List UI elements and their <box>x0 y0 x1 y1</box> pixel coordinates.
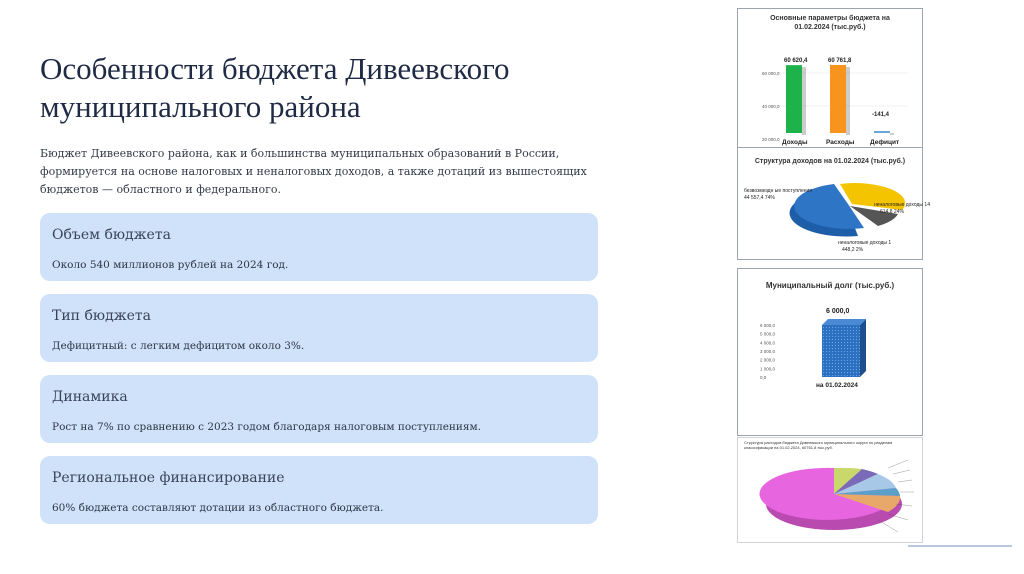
card-heading: Динамика <box>52 389 128 405</box>
category-label: Расходы <box>826 139 855 146</box>
category-label: Доходы <box>782 139 808 146</box>
debt-bar-top <box>822 319 866 325</box>
data-label: 60 761,8 <box>828 58 852 64</box>
card-heading: Объем бюджета <box>52 227 171 243</box>
card-text: 60% бюджета составляют дотации из областного бюджета. <box>52 502 384 514</box>
tick-label: 20 000,0 <box>762 137 780 142</box>
divider-line <box>908 545 1012 547</box>
chart-expenditure-structure <box>737 437 923 543</box>
slice-label: безвозмездн ые поступления <box>744 188 813 194</box>
tick-label: 6 000,0 <box>760 323 776 328</box>
page-title: Особенности бюджета Дивеевского муниципального района <box>40 51 510 124</box>
bar-side-2 <box>890 133 894 135</box>
card-heading: Тип бюджета <box>52 308 151 324</box>
debt-bar-side <box>860 319 866 377</box>
tick-label: 3 000,0 <box>760 349 776 354</box>
category-label: на 01.02.2024 <box>816 382 858 389</box>
tick-label: 4 000,0 <box>760 340 776 346</box>
tick-label: 5 000,0 <box>760 331 776 337</box>
chart-budget-parameters <box>737 8 923 148</box>
card-dynamics <box>40 375 598 443</box>
category-label: Дефицит <box>870 139 900 146</box>
tick-label: 1 000,0 <box>760 366 776 372</box>
chart-title: Структура расходов бюджета Дивеевского муниципального округа по разделам классификации на 01.02.2024, 60761,8 тыс.руб. <box>744 440 893 450</box>
card-budget-type <box>40 294 598 362</box>
tick-label: 0,0 <box>760 375 767 380</box>
data-label: 60 620,4 <box>784 58 808 65</box>
debt-bar <box>822 325 860 377</box>
bar-side-1 <box>846 67 850 135</box>
data-label: -141,4 <box>872 112 890 118</box>
card-regional-financing <box>40 456 598 524</box>
slice-label: 448,2 2% <box>842 247 864 253</box>
chart-municipal-debt <box>737 268 923 436</box>
slice-label: 614,8 24% <box>880 209 904 215</box>
slice-label: неналоговые доходы 1 <box>838 240 892 246</box>
card-text: Рост на 7% по сравнению с 2023 годом благодаря налоговым поступлениям. <box>52 421 482 433</box>
bar-0 <box>786 65 802 133</box>
tick-label: 2 000,0 <box>760 357 776 363</box>
intro-text: Бюджет Дивеевского района, как и большинства муниципальных образований в России, формируется на основе налоговых и неналоговых доходов, а также дотаций из вышестоящих бюджетов — областного и федерального. <box>40 147 587 196</box>
card-text: Около 540 миллионов рублей на 2024 год. <box>52 259 289 271</box>
card-text: Дефицитный: с легким дефицитом около 3%. <box>52 340 305 352</box>
tick-label: 40 000,0 <box>762 104 780 109</box>
card-heading: Региональное финансирование <box>52 470 285 486</box>
chart-title: Структура доходов на 01.02.2024 (тыс.руб.) <box>754 158 906 165</box>
revenue-pie <box>738 148 930 261</box>
bar-side-0 <box>802 67 806 135</box>
chart-title: Основные параметры бюджета на 01.02.2024 (тыс.руб.) <box>770 15 890 31</box>
bar-1 <box>830 65 846 133</box>
expenditure-pie <box>738 438 922 544</box>
chart-title: Муниципальный долг (тыс.руб.) <box>765 281 895 290</box>
tick-label: 60 000,0 <box>762 71 780 76</box>
bar-2 <box>874 131 890 133</box>
card-budget-volume <box>40 213 598 281</box>
chart-revenue-structure <box>737 147 930 260</box>
data-label: 6 000,0 <box>826 308 850 315</box>
slice-label: неналоговые доходы 14 <box>874 202 930 208</box>
slice-label: 44 557,4 74% <box>744 195 775 201</box>
